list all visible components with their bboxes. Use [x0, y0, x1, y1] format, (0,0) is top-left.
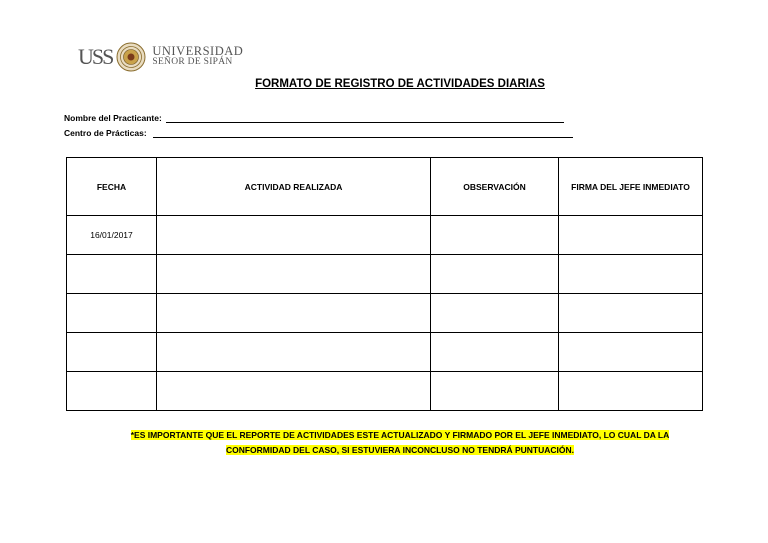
- table-cell: [67, 333, 157, 372]
- table-row: [67, 294, 703, 333]
- table-row: [67, 372, 703, 411]
- header-fecha: FECHA: [67, 158, 157, 216]
- table-cell: [431, 333, 559, 372]
- table-cell: [559, 216, 703, 255]
- logo-line-2: SEÑOR DE SIPÁN: [152, 57, 233, 67]
- table-cell: [559, 255, 703, 294]
- centro-blank-line: [153, 128, 573, 138]
- document-title: FORMATO DE REGISTRO DE ACTIVIDADES DIARIAS: [255, 78, 545, 90]
- table-cell: 16/01/2017: [67, 216, 157, 255]
- table-cell: [431, 216, 559, 255]
- table-cell: [157, 372, 431, 411]
- table-cell: [559, 294, 703, 333]
- centro-field: [64, 128, 573, 138]
- centro-label: Centro de Prácticas:: [64, 128, 147, 138]
- note-line-1: *ES IMPORTANTE QUE EL REPORTE DE ACTIVIDADES ESTE ACTUALIZADO Y FIRMADO POR EL JEFE INMEDIATO, LO CUAL DA LA: [130, 430, 670, 440]
- header-firma: FIRMA DEL JEFE INMEDIATO: [559, 158, 703, 216]
- university-seal-icon: [116, 42, 146, 72]
- table-cell: [157, 294, 431, 333]
- important-note: [100, 428, 700, 458]
- table-cell: [157, 333, 431, 372]
- note-line-2: CONFORMIDAD DEL CASO, SI ESTUVIERA INCONCLUSO NO TENDRÁ PUNTUACIÓN.: [225, 445, 575, 455]
- logo-abbreviation: USS: [78, 44, 113, 69]
- header-actividad: ACTIVIDAD REALIZADA: [157, 158, 431, 216]
- university-logo: [78, 40, 243, 74]
- table-cell: [431, 372, 559, 411]
- table-cell: [157, 255, 431, 294]
- table-cell: [157, 216, 431, 255]
- practicante-label: Nombre del Practicante:: [64, 113, 162, 123]
- table-cell: [431, 255, 559, 294]
- table-cell: [67, 255, 157, 294]
- practicante-blank-line: [166, 113, 564, 123]
- table-cell: [559, 333, 703, 372]
- table-cell: [67, 294, 157, 333]
- table-row: [67, 216, 703, 255]
- header-observacion: OBSERVACIÓN: [431, 158, 559, 216]
- table-header-row: [67, 158, 703, 216]
- table-cell: [67, 372, 157, 411]
- table-row: [67, 255, 703, 294]
- table-row: [67, 333, 703, 372]
- activity-table: [66, 157, 703, 411]
- table-cell: [431, 294, 559, 333]
- table-cell: [559, 372, 703, 411]
- logo-line-1: UNIVERSIDAD: [152, 44, 244, 58]
- practicante-field: [64, 113, 564, 123]
- logo-text: [152, 46, 243, 68]
